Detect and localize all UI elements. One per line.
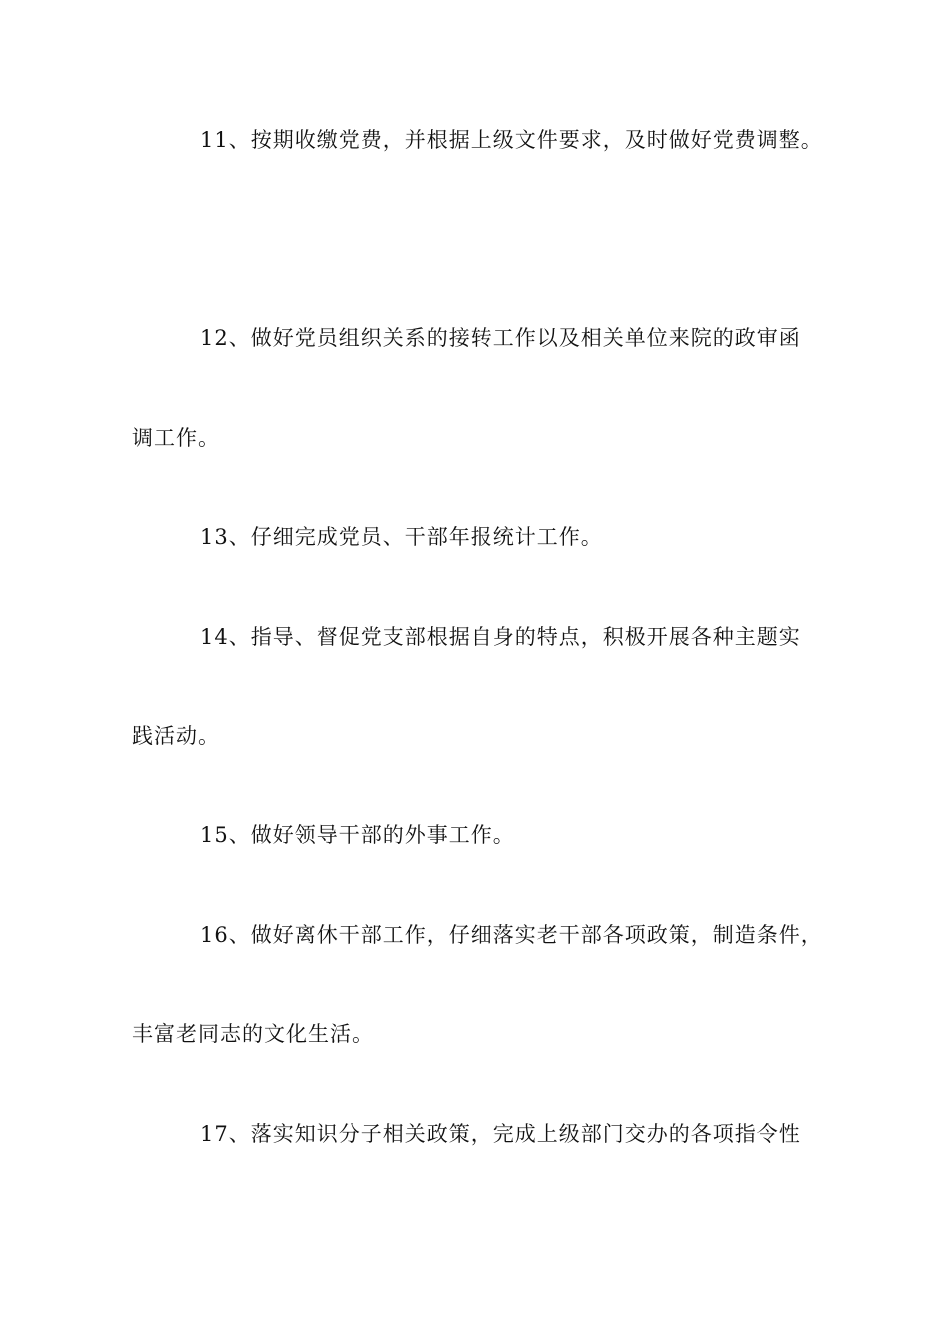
item-12-line-2: 调工作。 bbox=[132, 426, 220, 450]
item-15-line-1: 15、做好领导干部的外事工作。 bbox=[200, 823, 515, 847]
item-16-line-1: 16、做好离休干部工作，仔细落实老干部各项政策，制造条件， bbox=[200, 923, 823, 947]
item-14-line-1: 14、指导、督促党支部根据自身的特点，积极开展各种主题实 bbox=[200, 625, 801, 649]
item-12-line-1: 12、做好党员组织关系的接转工作以及相关单位来院的政审函 bbox=[200, 326, 801, 350]
item-16-line-2: 丰富老同志的文化生活。 bbox=[132, 1022, 374, 1046]
item-11-line-1: 11、按期收缴党费，并根据上级文件要求，及时做好党费调整。 bbox=[200, 128, 823, 152]
item-17-line-1: 17、落实知识分子相关政策，完成上级部门交办的各项指令性 bbox=[200, 1122, 801, 1146]
item-13-line-1: 13、仔细完成党员、干部年报统计工作。 bbox=[200, 525, 603, 549]
item-14-line-2: 践活动。 bbox=[132, 724, 220, 748]
